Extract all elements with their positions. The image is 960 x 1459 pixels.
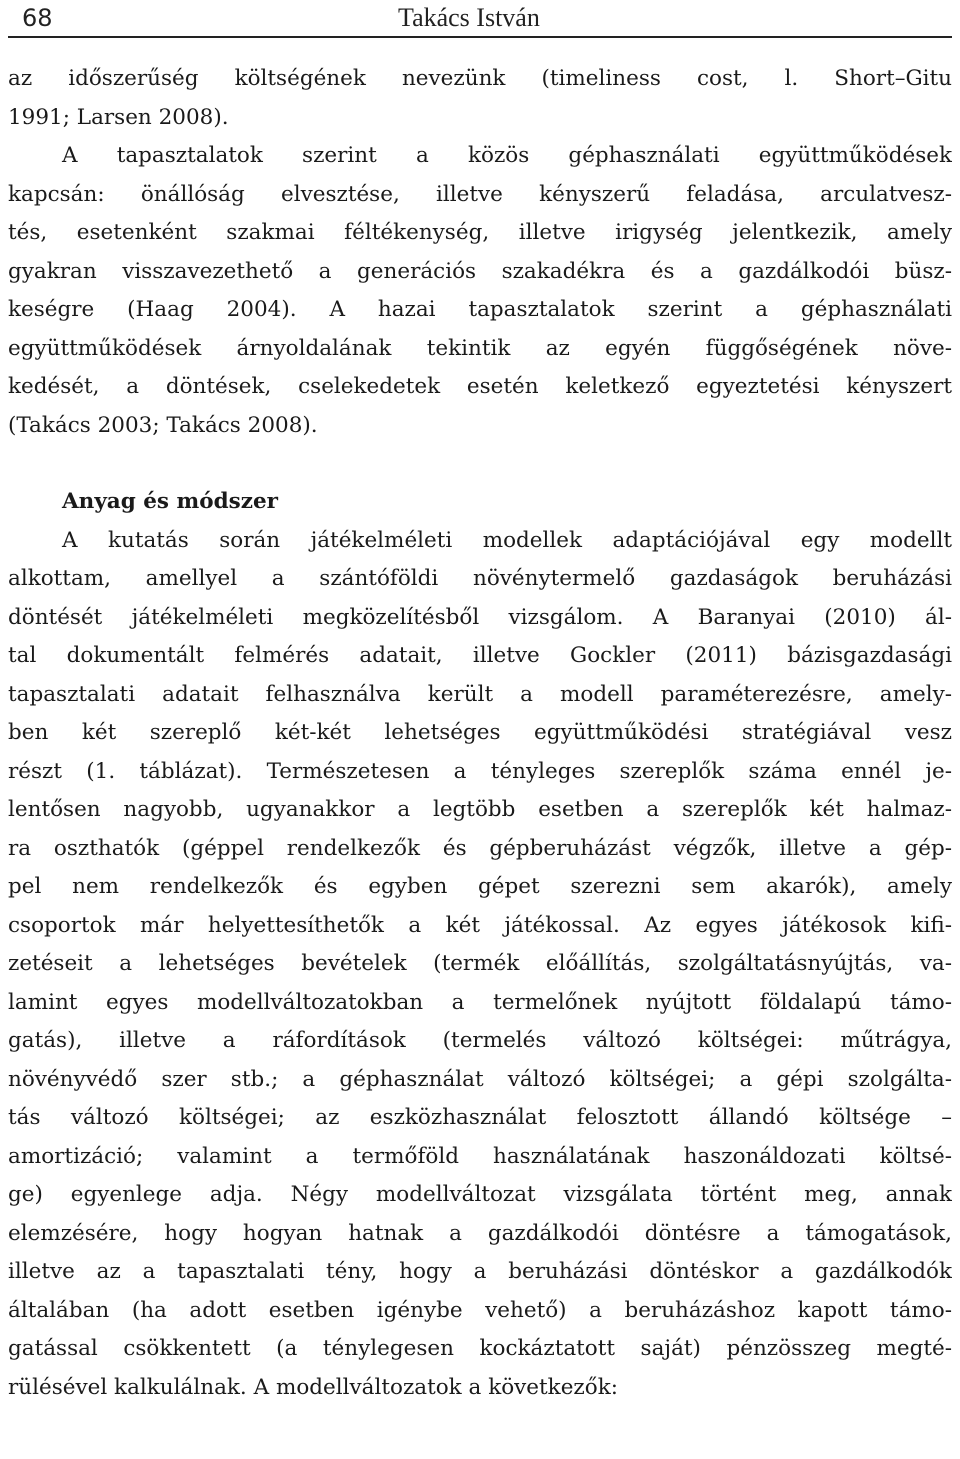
text-line: tés, esetenként szakmai féltékenység, illetve irigység jelentkezik, amely (8, 220, 952, 245)
page-number: 68 (22, 4, 53, 32)
text-line: 1991; Larsen 2008). (8, 104, 229, 130)
text-line: illetve az a tapasztalati tény, hogy a beruházási döntéskor a gazdálkodók (8, 1259, 952, 1284)
text-line: gatással csökkentett (a ténylegesen kockáztatott saját) pénzösszeg megté- (8, 1336, 952, 1361)
text-line: az időszerűség költségének nevezünk (timeliness cost, l. Short–Gitu (8, 66, 952, 91)
text-line: A kutatás során játékelméleti modellek adaptációjával egy modellt (62, 527, 952, 553)
page-header (8, 0, 952, 38)
section-spacer (8, 451, 952, 489)
text-line: lentősen nagyobb, ugyanakkor a legtöbb esetben a szereplők két halmaz- (8, 797, 952, 822)
text-line: rülésével kalkulálnak. A modellváltozatok a következők: (8, 1374, 618, 1400)
text-line: tal dokumentált felmérés adatait, illetve Gockler (2011) bázisgazdasági (8, 643, 952, 668)
text-line: tás változó költségei; az eszközhasználat felosztott állandó költsége – (8, 1105, 952, 1130)
section-heading: Anyag és módszer (62, 489, 278, 514)
text-line: ben két szereplő két-két lehetséges együttműködési stratégiával vesz (8, 720, 952, 745)
text-line: elemzésére, hogy hogyan hatnak a gazdálkodói döntésre a támogatások, (8, 1220, 952, 1246)
text-line: kapcsán: önállóság elvesztése, illetve kényszerű feladása, arculatvesz- (8, 181, 952, 207)
text-line: növényvédő szer stb.; a géphasználat változó költségei; a gépi szolgálta- (8, 1066, 952, 1092)
running-head-author: Takács István (398, 3, 540, 32)
body-text (8, 66, 952, 1413)
text-line: zetéseit a lehetséges bevételek (termék előállítás, szolgáltatásnyújtás, va- (8, 951, 952, 976)
text-line: alkottam, amellyel a szántóföldi növénytermelő gazdaságok beruházási (8, 566, 952, 591)
text-line: gatás), illetve a ráfordítások (termelés változó költségei: műtrágya, (8, 1028, 952, 1053)
text-line: amortizáció; valamint a termőföld használatának haszonáldozati költsé- (8, 1143, 952, 1169)
text-line: A tapasztalatok szerint a közös géphasználati együttműködések (62, 143, 952, 168)
text-line: általában (ha adott esetben igénybe vehető) a beruházáshoz kapott támo- (8, 1297, 952, 1323)
text-line: ra oszthatók (géppel rendelkezők és gépberuházást végzők, illetve a gép- (8, 835, 952, 861)
text-line: (Takács 2003; Takács 2008). (8, 412, 318, 438)
text-line: részt (1. táblázat). Természetesen a tényleges szereplők száma ennél je- (8, 758, 952, 784)
text-line: ge) egyenlege adja. Négy modellváltozat vizsgálata történt meg, annak (8, 1182, 952, 1207)
text-line: csoportok már helyettesíthetők a két játékossal. Az egyes játékosok kifi- (8, 912, 952, 938)
text-line: lamint egyes modellváltozatokban a termelőnek nyújtott földalapú támo- (8, 989, 952, 1015)
text-line: döntését játékelméleti megközelítésből vizsgálom. A Baranyai (2010) ál- (8, 604, 952, 630)
text-line: pel nem rendelkezők és egyben gépet szerezni sem akarók), amely (8, 874, 952, 899)
text-line: kedését, a döntések, cselekedetek esetén keletkező egyeztetési kényszert (8, 374, 952, 399)
text-line: keségre (Haag 2004). A hazai tapasztalatok szerint a géphasználati (8, 297, 952, 322)
text-line: együttműködések árnyoldalának tekintik az egyén függőségének növe- (8, 335, 952, 361)
text-line: gyakran visszavezethető a generációs szakadékra és a gazdálkodói büsz- (8, 258, 952, 284)
text-line: tapasztalati adatait felhasználva került a modell paraméterezésre, amely- (8, 681, 952, 707)
